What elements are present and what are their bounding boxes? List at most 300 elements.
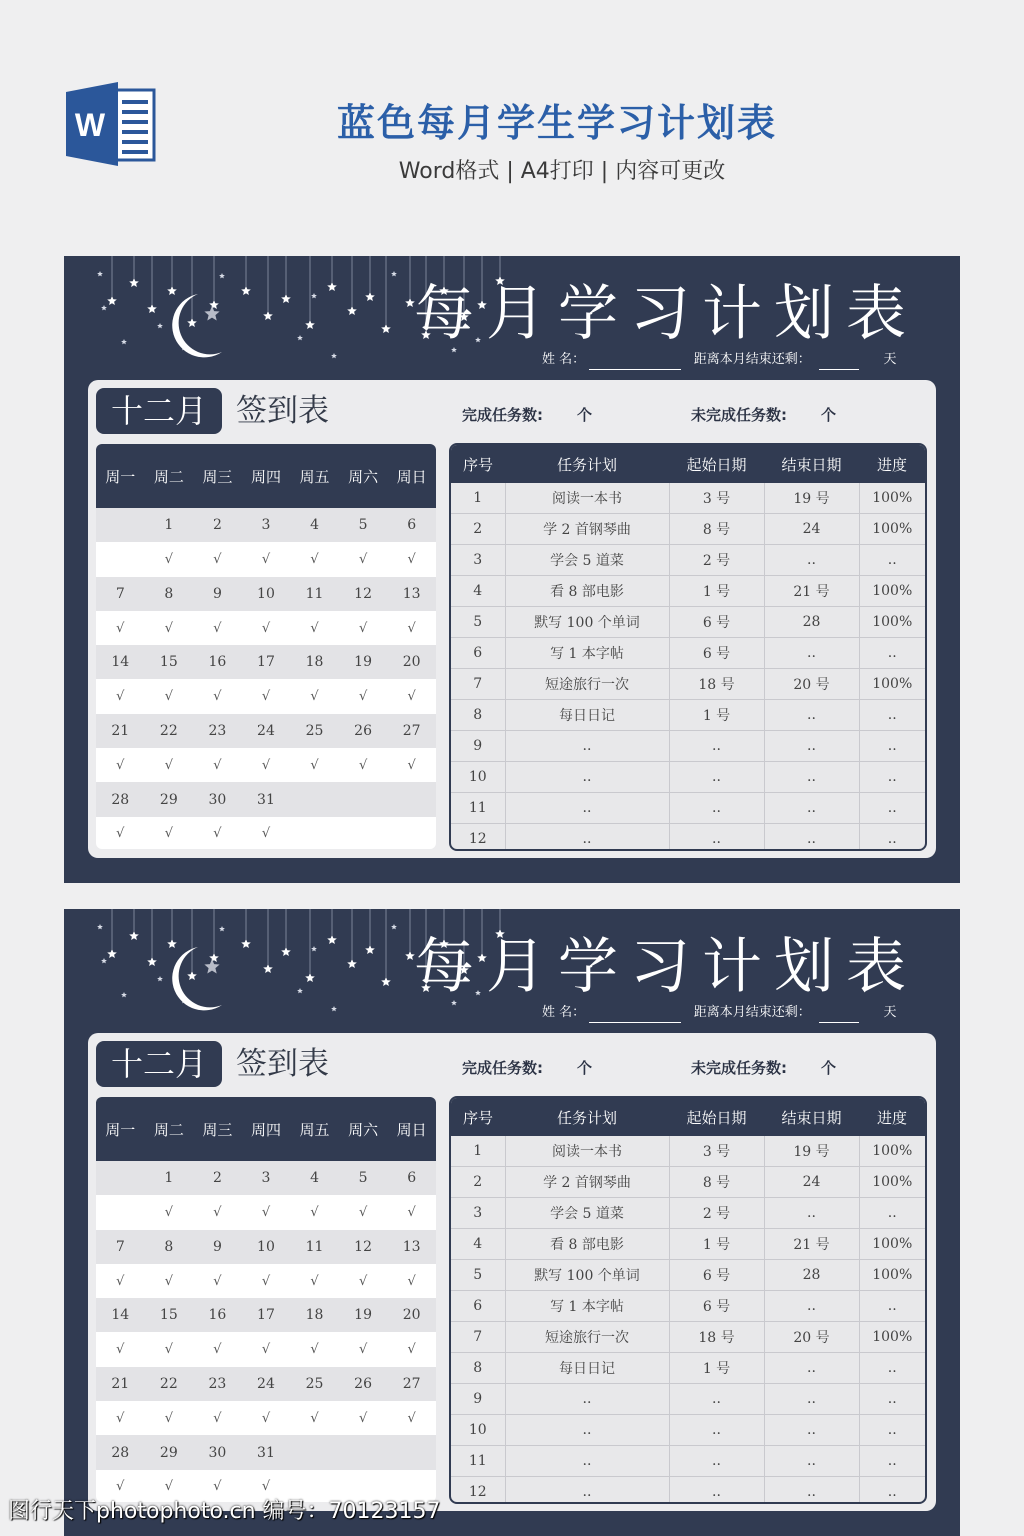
task-row xyxy=(451,1198,925,1229)
task-end-date[interactable]: .. xyxy=(764,1415,859,1446)
checkin-mark[interactable]: √ xyxy=(387,1332,436,1366)
meta-line xyxy=(542,1001,922,1023)
task-progress[interactable]: 100% xyxy=(859,1260,925,1291)
calendar-date xyxy=(290,1435,339,1469)
task-end-date[interactable]: .. xyxy=(764,762,859,793)
star-icon xyxy=(365,292,375,301)
checkin-mark[interactable]: √ xyxy=(96,1332,145,1366)
task-end-date[interactable]: .. xyxy=(764,1291,859,1322)
planner-card xyxy=(64,256,960,883)
task-progress[interactable]: .. xyxy=(859,638,925,669)
task-progress[interactable]: 100% xyxy=(859,483,925,514)
checkin-mark[interactable]: √ xyxy=(339,542,388,576)
task-start-date[interactable]: 8 号 xyxy=(669,514,764,545)
task-end-date[interactable]: .. xyxy=(764,824,859,852)
calendar-date: 23 xyxy=(193,714,242,748)
checkin-mark[interactable]: √ xyxy=(145,679,194,713)
task-progress[interactable]: .. xyxy=(859,700,925,731)
checkin-mark[interactable]: √ xyxy=(290,748,339,782)
task-end-date[interactable]: .. xyxy=(764,1446,859,1477)
task-progress[interactable]: 100% xyxy=(859,1167,925,1198)
task-plan[interactable]: 学会 5 道菜 xyxy=(505,545,669,576)
calendar-date: 4 xyxy=(290,508,339,542)
star-icon xyxy=(209,953,219,962)
task-index[interactable]: 3 xyxy=(451,545,505,576)
task-plan[interactable]: .. xyxy=(505,824,669,852)
task-index[interactable]: 10 xyxy=(451,1415,505,1446)
checkin-mark[interactable]: √ xyxy=(339,748,388,782)
checkin-mark[interactable]: √ xyxy=(96,1470,145,1502)
calendar-date: 1 xyxy=(145,1161,194,1195)
task-plan[interactable]: .. xyxy=(505,793,669,824)
task-progress[interactable]: .. xyxy=(859,1291,925,1322)
uncompleted-count xyxy=(691,1057,836,1078)
task-index[interactable]: 4 xyxy=(451,1229,505,1260)
task-plan[interactable]: .. xyxy=(505,1477,669,1505)
task-index[interactable]: 12 xyxy=(451,1477,505,1505)
checkin-mark[interactable]: √ xyxy=(242,1470,291,1502)
checkin-mark[interactable]: √ xyxy=(387,1195,436,1229)
checkin-mark[interactable]: √ xyxy=(387,1264,436,1298)
checkin-mark[interactable]: √ xyxy=(290,542,339,576)
task-index[interactable]: 2 xyxy=(451,514,505,545)
task-plan[interactable]: 阅读一本书 xyxy=(505,483,669,514)
checkin-mark[interactable]: √ xyxy=(145,542,194,576)
task-start-date[interactable]: 3 号 xyxy=(669,1136,764,1167)
checkin-mark[interactable]: √ xyxy=(290,679,339,713)
name-field[interactable] xyxy=(589,1007,681,1023)
weekday-header: 周二 xyxy=(145,444,194,508)
star-icon xyxy=(311,293,317,298)
task-progress[interactable]: 100% xyxy=(859,1136,925,1167)
checkin-mark[interactable]: √ xyxy=(242,1332,291,1366)
checkin-mark[interactable]: √ xyxy=(242,817,291,849)
calendar-date: 8 xyxy=(145,1230,194,1264)
task-progress[interactable]: .. xyxy=(859,762,925,793)
star-icon xyxy=(263,311,273,320)
task-index[interactable]: 5 xyxy=(451,1260,505,1291)
checkin-mark[interactable]: √ xyxy=(387,611,436,645)
task-start-date[interactable]: 6 号 xyxy=(669,1291,764,1322)
checkin-mark[interactable]: √ xyxy=(193,748,242,782)
checkin-mark[interactable]: √ xyxy=(193,1332,242,1366)
checkin-mark[interactable]: √ xyxy=(96,817,145,849)
task-plan[interactable]: 看 8 部电影 xyxy=(505,576,669,607)
task-column-header: 序号 xyxy=(451,445,505,483)
star-icon xyxy=(381,977,391,986)
calendar-check-row xyxy=(96,1401,436,1435)
checkin-mark[interactable]: √ xyxy=(145,611,194,645)
checkin-mark[interactable]: √ xyxy=(193,542,242,576)
calendar-check-row xyxy=(96,611,436,645)
task-plan[interactable]: 阅读一本书 xyxy=(505,1136,669,1167)
checkin-mark[interactable]: √ xyxy=(339,1264,388,1298)
task-progress[interactable]: .. xyxy=(859,1415,925,1446)
task-index[interactable]: 9 xyxy=(451,731,505,762)
task-end-date[interactable]: 19 号 xyxy=(764,1136,859,1167)
calendar-date: 11 xyxy=(290,1230,339,1264)
calendar-date: 12 xyxy=(339,577,388,611)
checkin-mark[interactable]: √ xyxy=(387,679,436,713)
task-start-date[interactable]: .. xyxy=(669,1446,764,1477)
task-index[interactable]: 1 xyxy=(451,1136,505,1167)
calendar-date: 5 xyxy=(339,508,388,542)
calendar-date: 24 xyxy=(242,1367,291,1401)
task-start-date[interactable]: 6 号 xyxy=(669,638,764,669)
checkin-mark[interactable] xyxy=(339,817,388,849)
calendar-date: 31 xyxy=(242,1435,291,1469)
task-plan[interactable]: 默写 100 个单词 xyxy=(505,1260,669,1291)
task-end-date[interactable]: .. xyxy=(764,545,859,576)
checkin-mark[interactable]: √ xyxy=(242,679,291,713)
task-row xyxy=(451,607,925,638)
task-progress[interactable]: .. xyxy=(859,731,925,762)
checkin-mark[interactable]: √ xyxy=(145,1332,194,1366)
checkin-mark[interactable]: √ xyxy=(96,1264,145,1298)
checkin-mark[interactable]: √ xyxy=(387,1401,436,1435)
checkin-mark[interactable]: √ xyxy=(193,1195,242,1229)
task-start-date[interactable]: 1 号 xyxy=(669,1229,764,1260)
task-start-date[interactable]: 8 号 xyxy=(669,1167,764,1198)
weekday-header: 周日 xyxy=(387,1097,436,1161)
task-start-date[interactable]: 2 号 xyxy=(669,545,764,576)
checkin-mark[interactable]: √ xyxy=(387,748,436,782)
task-row xyxy=(451,1353,925,1384)
calendar-date: 16 xyxy=(193,1298,242,1332)
checkin-mark[interactable]: √ xyxy=(242,748,291,782)
calendar-date: 13 xyxy=(387,1230,436,1264)
task-index[interactable]: 8 xyxy=(451,700,505,731)
calendar-date: 5 xyxy=(339,1161,388,1195)
task-end-date[interactable]: .. xyxy=(764,1353,859,1384)
task-end-date[interactable]: .. xyxy=(764,700,859,731)
calendar-date xyxy=(96,508,145,542)
star-icon xyxy=(263,964,273,973)
star-icon xyxy=(219,926,225,931)
task-plan[interactable]: .. xyxy=(505,1446,669,1477)
star-icon xyxy=(281,294,291,303)
calendar-date-row xyxy=(96,782,436,816)
page-subtitle: Word格式 | A4打印 | 内容可更改 xyxy=(398,159,726,184)
task-end-date[interactable]: 19 号 xyxy=(764,483,859,514)
checkin-mark[interactable]: √ xyxy=(145,817,194,849)
task-index[interactable]: 7 xyxy=(451,669,505,700)
star-icon xyxy=(97,271,103,276)
task-start-date[interactable]: .. xyxy=(669,824,764,852)
task-index[interactable]: 5 xyxy=(451,607,505,638)
task-index[interactable]: 11 xyxy=(451,793,505,824)
star-icon xyxy=(391,924,397,929)
calendar-date: 23 xyxy=(193,1367,242,1401)
task-index[interactable]: 1 xyxy=(451,483,505,514)
star-icon xyxy=(297,335,303,340)
checkin-mark[interactable]: √ xyxy=(339,679,388,713)
star-icon xyxy=(305,320,315,329)
task-start-date[interactable]: .. xyxy=(669,762,764,793)
star-icon xyxy=(147,304,157,313)
task-index[interactable]: 12 xyxy=(451,824,505,852)
star-icon xyxy=(365,945,375,954)
checkin-mark[interactable]: √ xyxy=(242,542,291,576)
calendar-date xyxy=(290,782,339,816)
task-progress[interactable]: 100% xyxy=(859,669,925,700)
weekday-header: 周五 xyxy=(290,1097,339,1161)
task-row xyxy=(451,638,925,669)
task-progress[interactable]: 100% xyxy=(859,1229,925,1260)
star-icon xyxy=(204,959,219,974)
checkin-mark[interactable]: √ xyxy=(145,748,194,782)
weekday-header: 周六 xyxy=(339,444,388,508)
task-end-date[interactable]: 21 号 xyxy=(764,576,859,607)
checkin-mark[interactable]: √ xyxy=(290,1195,339,1229)
weekday-header: 周五 xyxy=(290,444,339,508)
task-progress[interactable]: .. xyxy=(859,1446,925,1477)
task-start-date[interactable]: .. xyxy=(669,731,764,762)
checkin-mark[interactable]: √ xyxy=(339,611,388,645)
task-row xyxy=(451,576,925,607)
task-plan[interactable]: 每日日记 xyxy=(505,1353,669,1384)
task-table xyxy=(449,1096,927,1504)
checkin-mark[interactable]: √ xyxy=(96,748,145,782)
task-plan[interactable]: 短途旅行一次 xyxy=(505,669,669,700)
checkin-mark[interactable]: √ xyxy=(242,1195,291,1229)
calendar-date: 28 xyxy=(96,782,145,816)
task-row xyxy=(451,1322,925,1353)
checkin-mark[interactable]: √ xyxy=(193,1470,242,1502)
task-plan[interactable]: 默写 100 个单词 xyxy=(505,607,669,638)
calendar-date: 14 xyxy=(96,1298,145,1332)
checkin-mark[interactable]: √ xyxy=(290,1264,339,1298)
task-plan[interactable]: 学 2 首钢琴曲 xyxy=(505,514,669,545)
calendar-date: 27 xyxy=(387,1367,436,1401)
calendar-date: 10 xyxy=(242,577,291,611)
task-index[interactable]: 9 xyxy=(451,1384,505,1415)
checkin-mark[interactable]: √ xyxy=(387,542,436,576)
task-end-date[interactable]: .. xyxy=(764,1384,859,1415)
calendar-date-row xyxy=(96,714,436,748)
calendar-date: 21 xyxy=(96,714,145,748)
calendar-check-row xyxy=(96,748,436,782)
calendar-date: 13 xyxy=(387,577,436,611)
star-icon xyxy=(219,273,225,278)
days-left-field[interactable] xyxy=(819,354,859,370)
star-icon xyxy=(331,353,337,358)
calendar-date: 12 xyxy=(339,1230,388,1264)
signin-calendar xyxy=(96,444,436,849)
task-plan[interactable]: .. xyxy=(505,731,669,762)
task-column-header: 任务计划 xyxy=(505,1098,669,1136)
checkin-mark[interactable]: √ xyxy=(145,1401,194,1435)
count-unit: 个 xyxy=(577,406,593,424)
task-end-date[interactable]: 20 号 xyxy=(764,669,859,700)
task-row xyxy=(451,669,925,700)
task-start-date[interactable]: 18 号 xyxy=(669,669,764,700)
star-icon xyxy=(241,286,251,295)
checkin-mark[interactable]: √ xyxy=(339,1332,388,1366)
weekday-header: 周三 xyxy=(193,1097,242,1161)
calendar-date xyxy=(387,782,436,816)
signin-title: 签到表 xyxy=(236,393,329,429)
task-end-date[interactable]: 24 xyxy=(764,514,859,545)
task-index[interactable]: 11 xyxy=(451,1446,505,1477)
star-icon xyxy=(107,949,117,958)
calendar-check-row xyxy=(96,1332,436,1366)
checkin-mark[interactable]: √ xyxy=(290,1401,339,1435)
task-index[interactable]: 6 xyxy=(451,1291,505,1322)
checkin-mark[interactable]: √ xyxy=(193,679,242,713)
weekday-header: 周四 xyxy=(242,1097,291,1161)
task-start-date[interactable]: 2 号 xyxy=(669,1198,764,1229)
task-end-date[interactable]: .. xyxy=(764,793,859,824)
checkin-mark[interactable]: √ xyxy=(290,611,339,645)
task-plan[interactable]: 看 8 部电影 xyxy=(505,1229,669,1260)
star-icon xyxy=(129,278,139,287)
calendar-check-row xyxy=(96,679,436,713)
checkin-mark[interactable]: √ xyxy=(290,1332,339,1366)
completed-count xyxy=(462,404,592,425)
star-icon xyxy=(204,306,219,321)
task-column-header: 序号 xyxy=(451,1098,505,1136)
task-plan[interactable]: 写 1 本字帖 xyxy=(505,638,669,669)
checkin-mark[interactable]: √ xyxy=(193,611,242,645)
checkin-mark[interactable]: √ xyxy=(96,611,145,645)
task-progress[interactable]: .. xyxy=(859,1198,925,1229)
checkin-mark[interactable]: √ xyxy=(145,1264,194,1298)
task-start-date[interactable]: .. xyxy=(669,793,764,824)
task-column-header: 进度 xyxy=(859,1098,925,1136)
calendar-date: 15 xyxy=(145,645,194,679)
month-badge: 十二月 xyxy=(96,388,222,434)
task-start-date[interactable]: .. xyxy=(669,1415,764,1446)
checkin-mark[interactable] xyxy=(290,817,339,849)
task-end-date[interactable]: 24 xyxy=(764,1167,859,1198)
checkin-mark[interactable]: √ xyxy=(242,611,291,645)
task-progress[interactable]: 100% xyxy=(859,1322,925,1353)
task-end-date[interactable]: 21 号 xyxy=(764,1229,859,1260)
task-plan[interactable]: 学会 5 道菜 xyxy=(505,1198,669,1229)
task-progress[interactable]: .. xyxy=(887,1484,897,1500)
weekday-header: 周六 xyxy=(339,1097,388,1161)
signin-title: 签到表 xyxy=(236,1046,329,1082)
calendar-date: 1 xyxy=(145,508,194,542)
task-start-date[interactable]: 3 号 xyxy=(669,483,764,514)
task-plan[interactable]: .. xyxy=(505,1415,669,1446)
task-index[interactable]: 2 xyxy=(451,1167,505,1198)
task-plan[interactable]: 每日日记 xyxy=(505,700,669,731)
checkin-mark[interactable]: √ xyxy=(145,1470,194,1502)
task-end-date[interactable]: 20 号 xyxy=(764,1322,859,1353)
calendar-date-row xyxy=(96,1367,436,1401)
task-plan[interactable]: 学 2 首钢琴曲 xyxy=(505,1167,669,1198)
task-progress[interactable]: 100% xyxy=(859,607,925,638)
task-plan[interactable]: 短途旅行一次 xyxy=(505,1322,669,1353)
checkin-mark[interactable]: √ xyxy=(339,1195,388,1229)
task-end-date[interactable]: .. xyxy=(764,731,859,762)
calendar-date: 7 xyxy=(96,577,145,611)
task-end-date[interactable]: .. xyxy=(764,1477,859,1505)
days-left-field[interactable] xyxy=(819,1007,859,1023)
calendar-date: 22 xyxy=(145,714,194,748)
checkin-mark[interactable]: √ xyxy=(96,1401,145,1435)
task-progress[interactable]: .. xyxy=(859,1353,925,1384)
task-row xyxy=(451,700,925,731)
task-progress[interactable]: .. xyxy=(859,793,925,824)
star-icon xyxy=(187,318,197,327)
calendar-check-row xyxy=(96,542,436,576)
task-progress[interactable]: 100% xyxy=(859,514,925,545)
task-end-date[interactable]: 28 xyxy=(764,1260,859,1291)
calendar-date: 6 xyxy=(387,508,436,542)
task-end-date[interactable]: 28 xyxy=(764,607,859,638)
star-icon xyxy=(147,957,157,966)
checkin-mark[interactable]: √ xyxy=(339,1401,388,1435)
checkin-mark[interactable] xyxy=(387,817,436,849)
calendar-date xyxy=(339,782,388,816)
days-unit: 天 xyxy=(883,352,897,367)
task-start-date[interactable]: 1 号 xyxy=(669,700,764,731)
task-plan[interactable]: .. xyxy=(505,1384,669,1415)
calendar-date: 16 xyxy=(193,645,242,679)
checkin-mark[interactable]: √ xyxy=(145,1195,194,1229)
count-unit: 个 xyxy=(821,1059,837,1077)
checkin-mark[interactable]: √ xyxy=(193,817,242,849)
task-index[interactable]: 10 xyxy=(451,762,505,793)
task-start-date[interactable]: 18 号 xyxy=(669,1322,764,1353)
star-icon xyxy=(121,339,127,344)
checkin-mark[interactable]: √ xyxy=(193,1264,242,1298)
star-icon xyxy=(167,939,177,948)
task-plan[interactable]: .. xyxy=(505,762,669,793)
calendar-date: 19 xyxy=(339,1298,388,1332)
star-icon xyxy=(311,946,317,951)
calendar-date: 10 xyxy=(242,1230,291,1264)
task-start-date[interactable]: 6 号 xyxy=(669,607,764,638)
task-start-date[interactable]: 1 号 xyxy=(669,1353,764,1384)
count-unit: 个 xyxy=(577,1059,593,1077)
calendar-date: 6 xyxy=(387,1161,436,1195)
task-end-date[interactable]: .. xyxy=(764,638,859,669)
task-start-date[interactable]: .. xyxy=(669,1384,764,1415)
checkin-mark[interactable]: √ xyxy=(96,679,145,713)
task-index[interactable]: 7 xyxy=(451,1322,505,1353)
task-start-date[interactable]: .. xyxy=(669,1477,764,1505)
task-index[interactable]: 3 xyxy=(451,1198,505,1229)
task-progress[interactable]: .. xyxy=(859,1384,925,1415)
name-field[interactable] xyxy=(589,354,681,370)
task-index[interactable]: 8 xyxy=(451,1353,505,1384)
calendar-date xyxy=(387,1435,436,1469)
task-progress[interactable]: .. xyxy=(859,545,925,576)
checkin-mark[interactable]: √ xyxy=(242,1401,291,1435)
checkin-mark[interactable]: √ xyxy=(242,1264,291,1298)
task-progress[interactable]: .. xyxy=(887,831,897,847)
task-start-date[interactable]: 1 号 xyxy=(669,576,764,607)
checkin-mark[interactable] xyxy=(96,542,145,576)
task-progress[interactable]: 100% xyxy=(859,576,925,607)
calendar-date xyxy=(96,1161,145,1195)
task-start-date[interactable]: 6 号 xyxy=(669,1260,764,1291)
page-title: 蓝色每月学生学习计划表 xyxy=(336,101,777,145)
calendar-date: 3 xyxy=(242,508,291,542)
task-index[interactable]: 6 xyxy=(451,638,505,669)
checkin-mark[interactable] xyxy=(96,1195,145,1229)
weekday-header-row xyxy=(96,444,436,508)
checkin-mark[interactable]: √ xyxy=(193,1401,242,1435)
task-end-date[interactable]: .. xyxy=(764,1198,859,1229)
task-plan[interactable]: 写 1 本字帖 xyxy=(505,1291,669,1322)
task-index[interactable]: 4 xyxy=(451,576,505,607)
month-badge: 十二月 xyxy=(96,1041,222,1087)
